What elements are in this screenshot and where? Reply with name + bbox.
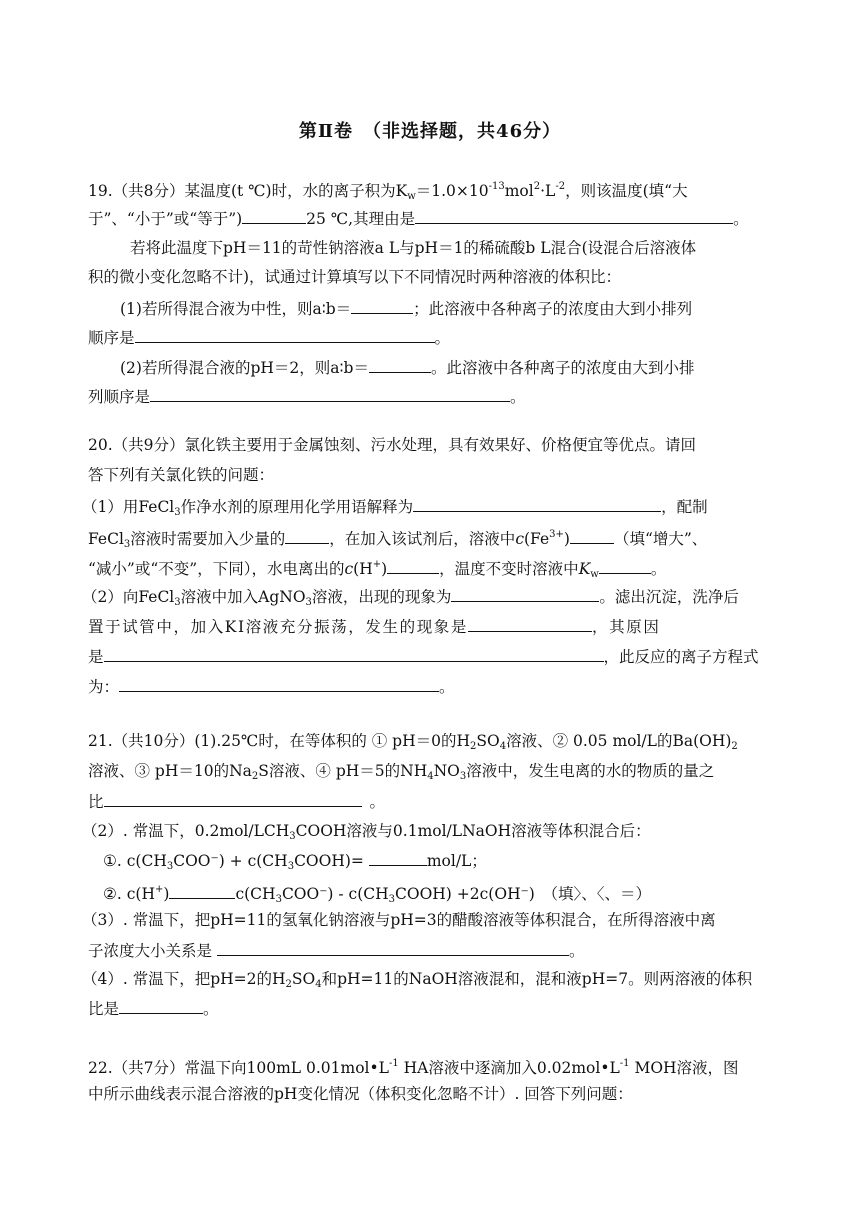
- answer-blank[interactable]: [351, 298, 413, 314]
- subscript: 3: [305, 597, 312, 608]
- text: 。: [650, 560, 667, 578]
- text: （填“增大”、: [613, 530, 708, 548]
- q19-line-3: 若将此温度下pH＝11的苛性钠溶液a L与pH＝1的稀硫酸b L混合(设混合后溶液体: [130, 239, 697, 257]
- answer-blank[interactable]: [285, 528, 329, 544]
- text: 顺序是: [88, 329, 135, 347]
- text: （2）. 常温下，0.2mol/LCH: [82, 822, 290, 840]
- text: NO: [433, 762, 460, 780]
- text: 溶液中，发生电离的水的物质的量之: [466, 762, 715, 780]
- text: 溶液时需要加入少量的: [130, 530, 286, 548]
- text: FeCl: [88, 530, 124, 548]
- text: 溶液中加入AgNO: [180, 588, 306, 606]
- text: 为：: [88, 678, 120, 696]
- subscript: 3: [388, 894, 396, 905]
- answer-blank[interactable]: [104, 791, 362, 807]
- text: （4）. 常温下，把pH=2的H: [82, 970, 286, 988]
- q21-line-9: [82, 969, 752, 995]
- q21-line-6: [103, 880, 651, 910]
- q19-line-7: [120, 357, 694, 378]
- answer-blank[interactable]: [387, 558, 439, 574]
- text: SO: [476, 732, 500, 750]
- answer-blank[interactable]: [150, 386, 510, 402]
- text: (H: [353, 560, 373, 578]
- q20-line-2: 答下列有关氯化铁的问题：: [88, 466, 275, 484]
- subscript: 3: [174, 507, 181, 518]
- subscript: 4: [427, 771, 434, 782]
- text: ，在加入该试剂后，溶液中: [329, 530, 516, 548]
- text: 22.（共7分）常温下向100mL 0.01mol•L: [88, 1059, 389, 1077]
- subscript: 2: [251, 771, 259, 782]
- answer-blank[interactable]: [369, 357, 431, 373]
- text: （2）向FeCl: [82, 588, 175, 606]
- subscript: 3: [275, 894, 282, 905]
- q21-line-7: （3）. 常温下，把pH=11的氢氧化钠溶液与pH=3的醋酸溶液等体积混合，在所得溶液中离: [82, 911, 716, 929]
- answer-blank[interactable]: [104, 646, 604, 662]
- text: ·L: [540, 182, 556, 200]
- text: ，配制: [661, 498, 708, 516]
- text: COOH)=: [294, 852, 369, 870]
- text: 。: [510, 388, 526, 406]
- text: 。: [434, 329, 451, 347]
- text: (1)若所得混合液为中性，则a∶b＝: [120, 300, 352, 318]
- text: 。: [733, 210, 749, 228]
- answer-blank[interactable]: [135, 327, 435, 343]
- superscript: -13: [488, 181, 505, 192]
- q21-line-4: [82, 821, 651, 847]
- superscript: -1: [619, 1058, 630, 1069]
- answer-blank[interactable]: [413, 496, 661, 512]
- q21-line-1: [88, 731, 738, 757]
- text: 。滤出沉淀，洗净后: [599, 588, 739, 606]
- text: S溶液、④ pH＝5的NH: [258, 762, 428, 780]
- text: ①. c(CH: [103, 852, 167, 870]
- q19-line-8: [88, 386, 526, 407]
- subscript: 3: [166, 861, 174, 872]
- text: 。: [439, 678, 455, 696]
- answer-blank[interactable]: [599, 558, 651, 574]
- subscript: w: [407, 191, 416, 202]
- text: mol/L；: [426, 852, 487, 870]
- q20-line-3: [82, 496, 708, 523]
- q21-line-10: [88, 998, 219, 1019]
- text: SO: [291, 970, 316, 988]
- q19-line-4: 积的微小变化忽略不计)，试通过计算填写以下不同情况时两种溶液的体积比：: [88, 268, 622, 286]
- text: ，则该温度(填“大: [565, 182, 688, 200]
- text: COO⁻) - c(CH: [281, 885, 389, 903]
- text: ): [381, 560, 388, 578]
- q20-line-1: 20.（共9分）氯化铁主要用于金属蚀刻、污水处理，具有效果好、价格便宜等优点。请回: [88, 436, 697, 454]
- text: (2)若所得混合液的pH＝2，则a∶b＝: [120, 359, 369, 377]
- text: c: [515, 530, 524, 548]
- text: 21.（共10分）(1).25℃时，在等体积的 ① pH＝0的H: [88, 732, 470, 750]
- q20-line-8: [88, 646, 759, 667]
- subscript: 4: [315, 979, 322, 990]
- text: MOH溶液，图: [629, 1059, 739, 1077]
- text: c(CH: [235, 885, 276, 903]
- q19-line-1: [88, 177, 688, 207]
- text: 。: [568, 942, 585, 960]
- text: 和pH=11的NaOH溶液混和，混和液pH=7。则两溶液的体积: [321, 970, 753, 988]
- text: 比: [88, 793, 104, 811]
- superscript: 2: [533, 181, 541, 192]
- text: ，其原因: [592, 618, 661, 636]
- answer-blank[interactable]: [369, 850, 427, 866]
- text: COOH溶液与0.1mol/LNaOH溶液等体积混合后：: [295, 822, 651, 840]
- answer-blank[interactable]: [217, 940, 569, 956]
- text: 子浓度大小关系是: [88, 942, 217, 960]
- q21-line-3: [88, 791, 385, 812]
- text: c: [344, 560, 354, 578]
- text: ；此溶液中各种离子的浓度由大到小排列: [413, 300, 693, 318]
- subscript: 3: [289, 831, 296, 842]
- text: ②. c(H: [103, 885, 155, 903]
- superscript: -2: [555, 181, 566, 192]
- text: “减小”或“不变”，下同），水电离出的: [88, 560, 345, 578]
- superscript: +: [372, 559, 382, 570]
- text: 比是: [88, 1000, 120, 1018]
- subscript: 4: [499, 741, 507, 752]
- q21-line-2: [88, 761, 714, 787]
- text: HA溶液中逐滴加入0.02mol•L: [398, 1059, 620, 1077]
- text: 列顺序是: [88, 388, 151, 406]
- text: mol: [504, 182, 534, 200]
- q19-line-6: [88, 327, 450, 348]
- text: 置于试管中，加入KI溶液充分振荡，发生的现象是: [88, 618, 469, 636]
- answer-blank[interactable]: [119, 998, 203, 1014]
- text: （1）用FeCl: [82, 498, 175, 516]
- q22-line-2: 中所示曲线表示混合溶液的pH变化情况（体积变化忽略不计）. 回答下列问题：: [88, 1085, 633, 1103]
- subscript: 2: [285, 979, 292, 990]
- q21-line-8: [88, 940, 584, 961]
- answer-blank[interactable]: [570, 528, 614, 544]
- answer-blank[interactable]: [169, 883, 235, 899]
- answer-blank[interactable]: [415, 208, 733, 224]
- answer-blank[interactable]: [468, 616, 592, 632]
- text: 是: [88, 648, 104, 666]
- text: COOH) +2c(OH⁻) （填〉、〈、＝）: [395, 885, 652, 903]
- answer-blank[interactable]: [119, 676, 439, 692]
- superscript: +: [155, 884, 164, 895]
- answer-blank[interactable]: [451, 586, 599, 602]
- text: ，温度不变时溶液中: [439, 560, 579, 578]
- text: 作净水剂的原理用化学用语解释为: [180, 498, 414, 516]
- subscript: 3: [174, 597, 181, 608]
- text: 19.（共8分）某温度(t ℃)时，水的离子积为K: [88, 182, 408, 200]
- superscript: -1: [388, 1058, 399, 1069]
- text: COO⁻) + c(CH: [173, 852, 288, 870]
- text: 溶液、② 0.05 mol/L的Ba(OH): [506, 732, 732, 750]
- q20-line-5: [88, 555, 666, 585]
- answer-blank[interactable]: [242, 208, 306, 224]
- q20-line-7: [88, 616, 660, 637]
- text: ): [163, 885, 170, 903]
- text: 溶液，出现的现象为: [311, 588, 452, 606]
- text: 。此溶液中各种离子的浓度由大到小排: [430, 359, 695, 377]
- text: 25 ℃,其理由是: [306, 210, 416, 228]
- subscript: 3: [123, 539, 131, 550]
- text: 。: [203, 1000, 219, 1018]
- page-title: 第Ⅱ卷 （非选择题，共46分）: [298, 121, 562, 142]
- text: ): [563, 530, 570, 548]
- subscript: 2: [470, 741, 477, 752]
- text: ，此反应的离子方程式: [603, 648, 759, 666]
- q22-line-1: [88, 1054, 739, 1078]
- text: (Fe: [524, 530, 550, 548]
- text: 溶液、③ pH＝10的Na: [88, 762, 252, 780]
- q21-line-5: [103, 850, 487, 877]
- q20-line-4: [88, 525, 707, 555]
- q20-line-9: [88, 676, 455, 697]
- subscript: w: [590, 569, 599, 580]
- text: 于”、“小于”或“等于”): [88, 210, 243, 228]
- text: 。: [369, 793, 386, 811]
- q20-line-6: [82, 586, 739, 613]
- q19-line-2: [88, 208, 749, 229]
- text: K: [578, 560, 591, 578]
- q19-line-5: [120, 298, 692, 319]
- subscript: 3: [287, 861, 295, 872]
- superscript: 3+: [549, 529, 564, 540]
- subscript: 3: [459, 771, 467, 782]
- subscript: 2: [731, 741, 738, 752]
- text: ＝1.0×10: [415, 182, 489, 200]
